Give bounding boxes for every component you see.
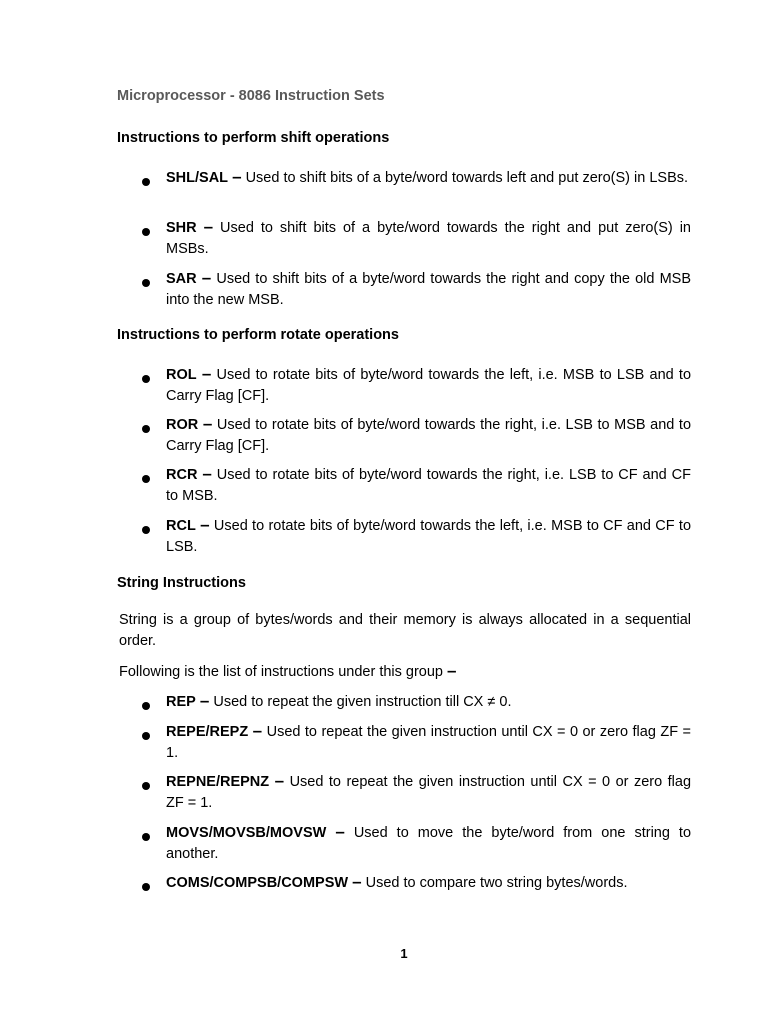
instruction-description: Used to rotate bits of byte/word towards the right, i.e. LSB to MSB and to Carry Flag [CF]. xyxy=(166,417,692,454)
dash: – xyxy=(200,515,210,534)
document-title: Microprocessor - 8086 Instruction Sets xyxy=(117,88,385,104)
string-section-heading: String Instructions xyxy=(117,575,246,591)
instruction-term: MOVS/MOVSB/MOVSW xyxy=(166,825,327,841)
rotate-section-heading: Instructions to perform rotate operations xyxy=(117,327,399,343)
shift-section-heading: Instructions to perform shift operations xyxy=(117,130,390,146)
bullet-icon xyxy=(142,375,150,383)
instruction-description: Used to compare two string bytes/words. xyxy=(365,875,628,891)
bullet-icon xyxy=(142,526,150,534)
dash: – xyxy=(252,721,263,740)
bullet-icon xyxy=(142,702,150,710)
dash: – xyxy=(202,414,213,433)
instruction-term: SHR xyxy=(166,220,197,236)
bullet-icon xyxy=(142,732,150,740)
dash: – xyxy=(203,217,214,236)
dash: – xyxy=(201,364,212,383)
instruction-description: Used to move the byte/word from one string to another. xyxy=(166,825,692,862)
bullet-icon xyxy=(142,475,150,483)
instruction-description: Used to rotate bits of byte/word towards the left, i.e. MSB to LSB and to Carry Flag [CF]. xyxy=(166,367,692,404)
instruction-description: Used to shift bits of a byte/word towards the right and copy the old MSB into the new MSB. xyxy=(166,271,692,308)
instruction-term: REPE/REPZ xyxy=(166,724,249,740)
instruction-description: Used to shift bits of a byte/word towards the right and put zero(S) in MSBs. xyxy=(166,220,691,257)
instruction-description: Used to shift bits of a byte/word towards left and put zero(S) in LSBs. xyxy=(245,170,689,186)
instruction-term: ROL xyxy=(166,367,197,383)
page-number: 1 xyxy=(400,946,408,961)
bullet-icon xyxy=(142,178,150,186)
instruction-description: Used to rotate bits of byte/word towards the right, i.e. LSB to CF and CF to MSB. xyxy=(166,467,691,504)
dash: – xyxy=(352,872,362,891)
instruction-description: Used to repeat the given instruction until CX = 0 or zero flag ZF = 1. xyxy=(166,724,691,761)
list-intro-text: Following is the list of instructions under this group xyxy=(119,664,443,680)
bullet-icon xyxy=(142,833,150,841)
instruction-term: SHL/SAL xyxy=(166,170,229,186)
instruction-description: Used to repeat the given instruction until CX = 0 or zero flag ZF = 1. xyxy=(166,774,692,811)
bullet-icon xyxy=(142,279,150,287)
instruction-description: Used to rotate bits of byte/word towards the left, i.e. MSB to CF and CF to LSB. xyxy=(166,518,692,555)
list-intro-paragraph xyxy=(119,660,691,683)
instruction-term: RCR xyxy=(166,467,198,483)
string-intro-paragraph: String is a group of bytes/words and their memory is always allocated in a sequential order. xyxy=(119,612,691,649)
dash: – xyxy=(447,661,457,680)
dash: – xyxy=(335,822,345,841)
dash: – xyxy=(201,268,212,287)
dash: – xyxy=(202,464,212,483)
instruction-term: RCL xyxy=(166,518,196,534)
bullet-icon xyxy=(142,425,150,433)
instruction-term: ROR xyxy=(166,417,199,433)
bullet-icon xyxy=(142,883,150,891)
dash: – xyxy=(199,691,210,710)
instruction-term: REP xyxy=(166,694,196,710)
dash: – xyxy=(274,771,285,790)
instruction-term: SAR xyxy=(166,271,197,287)
instruction-term: REPNE/REPNZ xyxy=(166,774,270,790)
bullet-icon xyxy=(142,782,150,790)
bullet-icon xyxy=(142,228,150,236)
dash: – xyxy=(232,167,242,186)
instruction-description: Used to repeat the given instruction till CX ≠ 0. xyxy=(213,694,512,710)
instruction-term: COMS/COMPSB/COMPSW xyxy=(166,875,349,891)
